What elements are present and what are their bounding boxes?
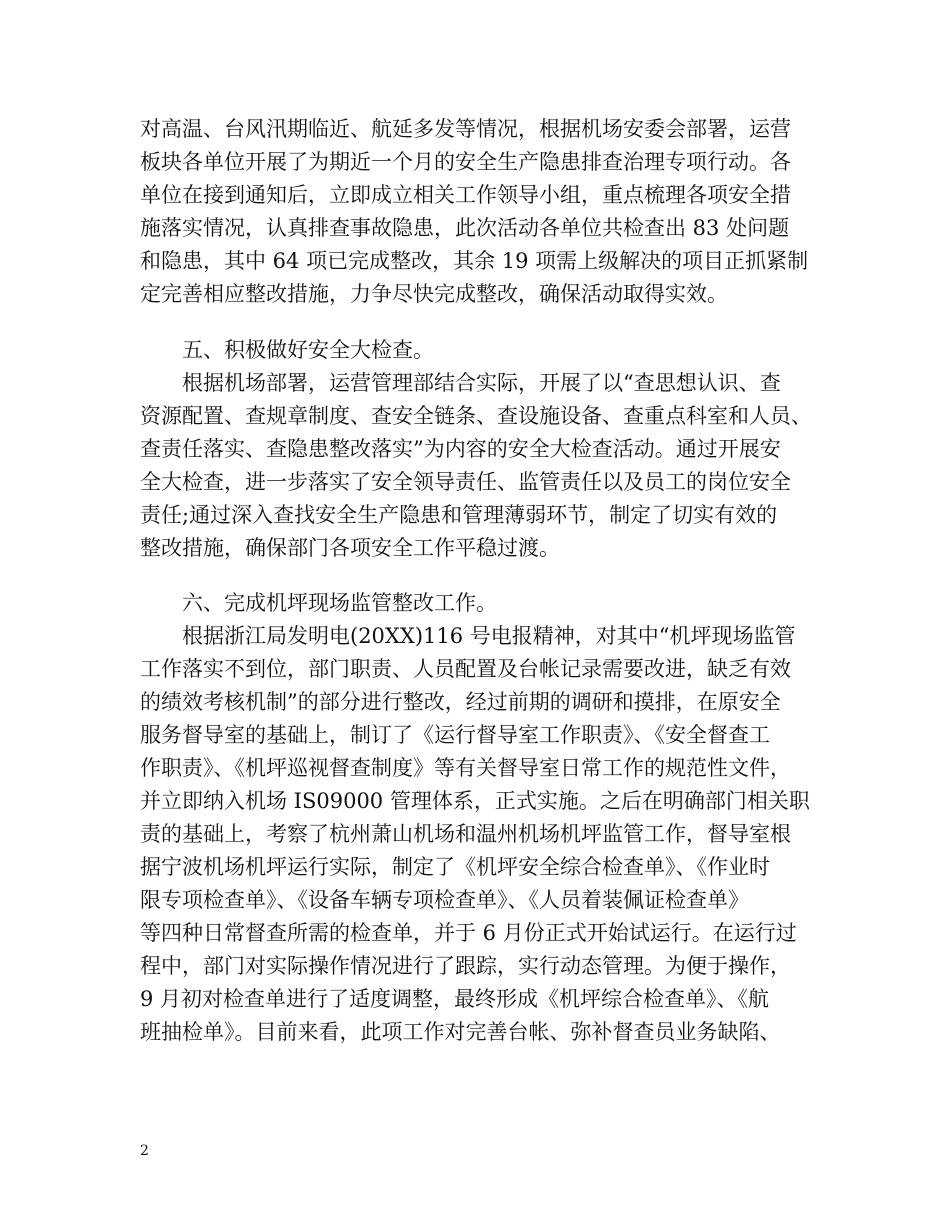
text-line: 定完善相应整改措施，力争尽快完成整改，确保活动取得实效。 [140,282,728,306]
text-line: 根据机场部署，运营管理部结合实际，开展了以“查思想认识、查 [140,371,781,395]
text-line: 施落实情况，认真排查事故隐患，此次活动各单位共检查出 83 处问题 [140,216,790,240]
section-heading: 六、完成机坪现场监管整改工作。 [140,591,497,615]
text-line: 班抽检单》。目前来看，此项工作对完善台帐、弥补督查员业务缺陷、 [140,1020,781,1044]
text-line: 程中，部门对实际操作情况进行了跟踪，实行动态管理。为便于操作， [140,954,791,978]
text-line: 据宁波机场机坪运行实际，制定了《机坪安全综合检查单》、《作业时 [140,855,770,879]
text-line: 查责任落实、查隐患整改落实”为内容的安全大检查活动。通过开展安 [140,437,781,461]
text-line: 板块各单位开展了为期近一个月的安全生产隐患排查治理专项行动。各 [140,150,791,174]
text-line: 整改措施，确保部门各项安全工作平稳过渡。 [140,536,560,560]
text-line: 和隐患，其中 64 项已完成整改，其余 19 项需上级解决的项目正抓紧制 [140,249,809,273]
text-line: 对高温、台风汛期临近、航延多发等情况，根据机场安委会部署，运营 [140,117,791,141]
text-line: 并立即纳入机场 IS09000 管理体系，正式实施。之后在明确部门相关职 [140,789,810,813]
text-line: 资源配置、查规章制度、查安全链条、查设施设备、查重点科室和人员、 [140,404,812,428]
text-line: 工作落实不到位，部门职责、人员配置及台帐记录需要改进，缺乏有效 [140,657,791,681]
text-line: 责的基础上，考察了杭州萧山机场和温州机场机坪监管工作，督导室根 [140,822,791,846]
text-line: 单位在接到通知后，立即成立相关工作领导小组，重点梳理各项安全措 [140,183,791,207]
text-line: 限专项检查单》、《设备车辆专项检查单》、《人员着装佩证检查单》 [140,888,749,912]
text-line: 的绩效考核机制”的部分进行整改，经过前期的调研和摸排，在原安全 [140,690,781,714]
page-number: 2 [140,1143,149,1159]
section-heading: 五、积极做好安全大检查。 [140,338,434,362]
text-line: 服务督导室的基础上，制订了《运行督导室工作职责》、《安全督查工 [140,723,770,747]
text-line: 根据浙江局发明电(20XX)116 号电报精神，对其中“机坪现场监管 [140,624,796,648]
text-line: 责任;通过深入查找安全生产隐患和管理薄弱环节，制定了切实有效的 [140,503,778,527]
text-line: 9 月初对检查单进行了适度调整，最终形成《机坪综合检查单》、《航 [140,987,770,1011]
text-line: 等四种日常督查所需的检查单，并于 6 月份正式开始试运行。在运行过 [140,921,797,945]
text-line: 全大检查，进一步落实了安全领导责任、监管责任以及员工的岗位安全 [140,470,791,494]
text-line: 作职责》、《机坪巡视督查制度》等有关督导室日常工作的规范性文件， [140,756,791,780]
